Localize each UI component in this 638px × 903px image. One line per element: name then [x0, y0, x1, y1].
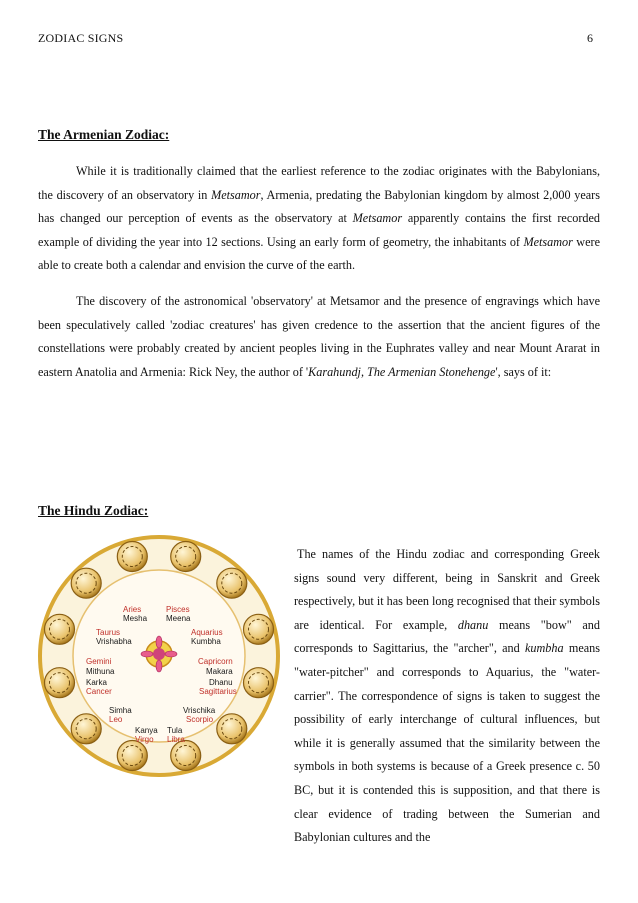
cancer-medallion-icon [45, 668, 75, 698]
wheel-label-cancer: Cancer [86, 687, 112, 696]
taurus-medallion-icon [71, 568, 101, 598]
sagittarius-medallion-icon [244, 668, 274, 698]
wheel-label-gemini: Gemini [86, 657, 112, 666]
scorpio-medallion-icon [217, 714, 247, 744]
wheel-label-aquarius: Aquarius [191, 628, 223, 637]
aries-medallion-icon [117, 542, 147, 572]
wheel-label-vrischika: Vrischika [183, 706, 216, 715]
armenian-paragraph-1: While it is traditionally claimed that the earliest reference to the zodiac originates with the Babylonians, the discovery of an observatory in Metsamor, Armenia, predating the Babylonian kingdom by almost 2,000 years has changed our perception of events as the observatory at Metsamor apparently contains the first recorded example of dividing the year into 12 sections. Using an early form of geometry, the inhabitants of Metsamor were able to create both a calendar and envision the curve of the earth. [38, 164, 600, 273]
wheel-label-taurus: Taurus [96, 628, 121, 637]
capricorn-medallion-icon [244, 614, 274, 644]
libra-medallion-icon [171, 741, 201, 771]
armenian-heading: The Armenian Zodiac: [38, 127, 170, 142]
wheel-label-mesha: Mesha [123, 614, 148, 623]
wheel-label-scorpio: Scorpio [186, 715, 214, 724]
wheel-label-sagittarius: Sagittarius [199, 687, 237, 696]
wheel-label-tula: Tula [167, 726, 183, 735]
wheel-label-libra: Libra [167, 735, 185, 744]
running-header: ZODIAC SIGNS [38, 31, 124, 45]
wheel-label-pisces: Pisces [166, 605, 190, 614]
hindu-paragraph-1: The names of the Hindu zodiac and corresponding Greek signs sound very different, being in Sanskrit and Greek respectively, but it has been long recognised that their symbols are identical. For example, dhanu means "bow" and corresponds to Sagittarius, the "archer", and kumbha means "water-pitcher" and corresponds to Aquarius, the "water-carrier". The correspondence of signs is taken to suggest the possibility of early interchange of cultural influences, but while it is generally assumed that the similarity between the symbols in both systems is because of a Greek presence c. 50 BC, but it is contended this is supposition, and that there is clear evidence of trading between the Sumerian and Babylonian cultures and the [294, 547, 600, 845]
aquarius-medallion-icon [217, 568, 247, 598]
wheel-label-leo: Leo [109, 715, 123, 724]
wheel-label-makara: Makara [206, 667, 233, 676]
wheel-label-mithuna: Mithuna [86, 667, 115, 676]
page-number: 6 [587, 31, 593, 45]
gemini-medallion-icon [45, 614, 75, 644]
wheel-label-meena: Meena [166, 614, 191, 623]
pisces-medallion-icon [171, 542, 201, 572]
wheel-label-karka: Karka [86, 678, 107, 687]
wheel-label-capricorn: Capricorn [198, 657, 233, 666]
wheel-label-kumbha: Kumbha [191, 637, 221, 646]
hindu-heading: The Hindu Zodiac: [38, 503, 149, 518]
wheel-label-dhanu: Dhanu [209, 678, 233, 687]
leo-medallion-icon [71, 714, 101, 744]
virgo-medallion-icon [117, 741, 147, 771]
hindu-zodiac-wheel [36, 534, 282, 778]
armenian-paragraph-2: The discovery of the astronomical 'observatory' at Metsamor and the presence of engravings which have been speculatively called 'zodiac creatures' has given credence to the assertion that the ancient figures of the constellations were probably created by ancient peoples living in the Euphrates valley and near Mount Ararat in eastern Anatolia and Armenia: Rick Ney, the author of 'Karahundj, The Armenian Stonehenge', says of it: [38, 294, 600, 379]
wheel-label-simha: Simha [109, 706, 132, 715]
wheel-label-virgo: Virgo [135, 735, 154, 744]
wheel-label-kanya: Kanya [135, 726, 158, 735]
wheel-label-aries: Aries [123, 605, 142, 614]
wheel-label-vrishabha: Vrishabha [96, 637, 132, 646]
